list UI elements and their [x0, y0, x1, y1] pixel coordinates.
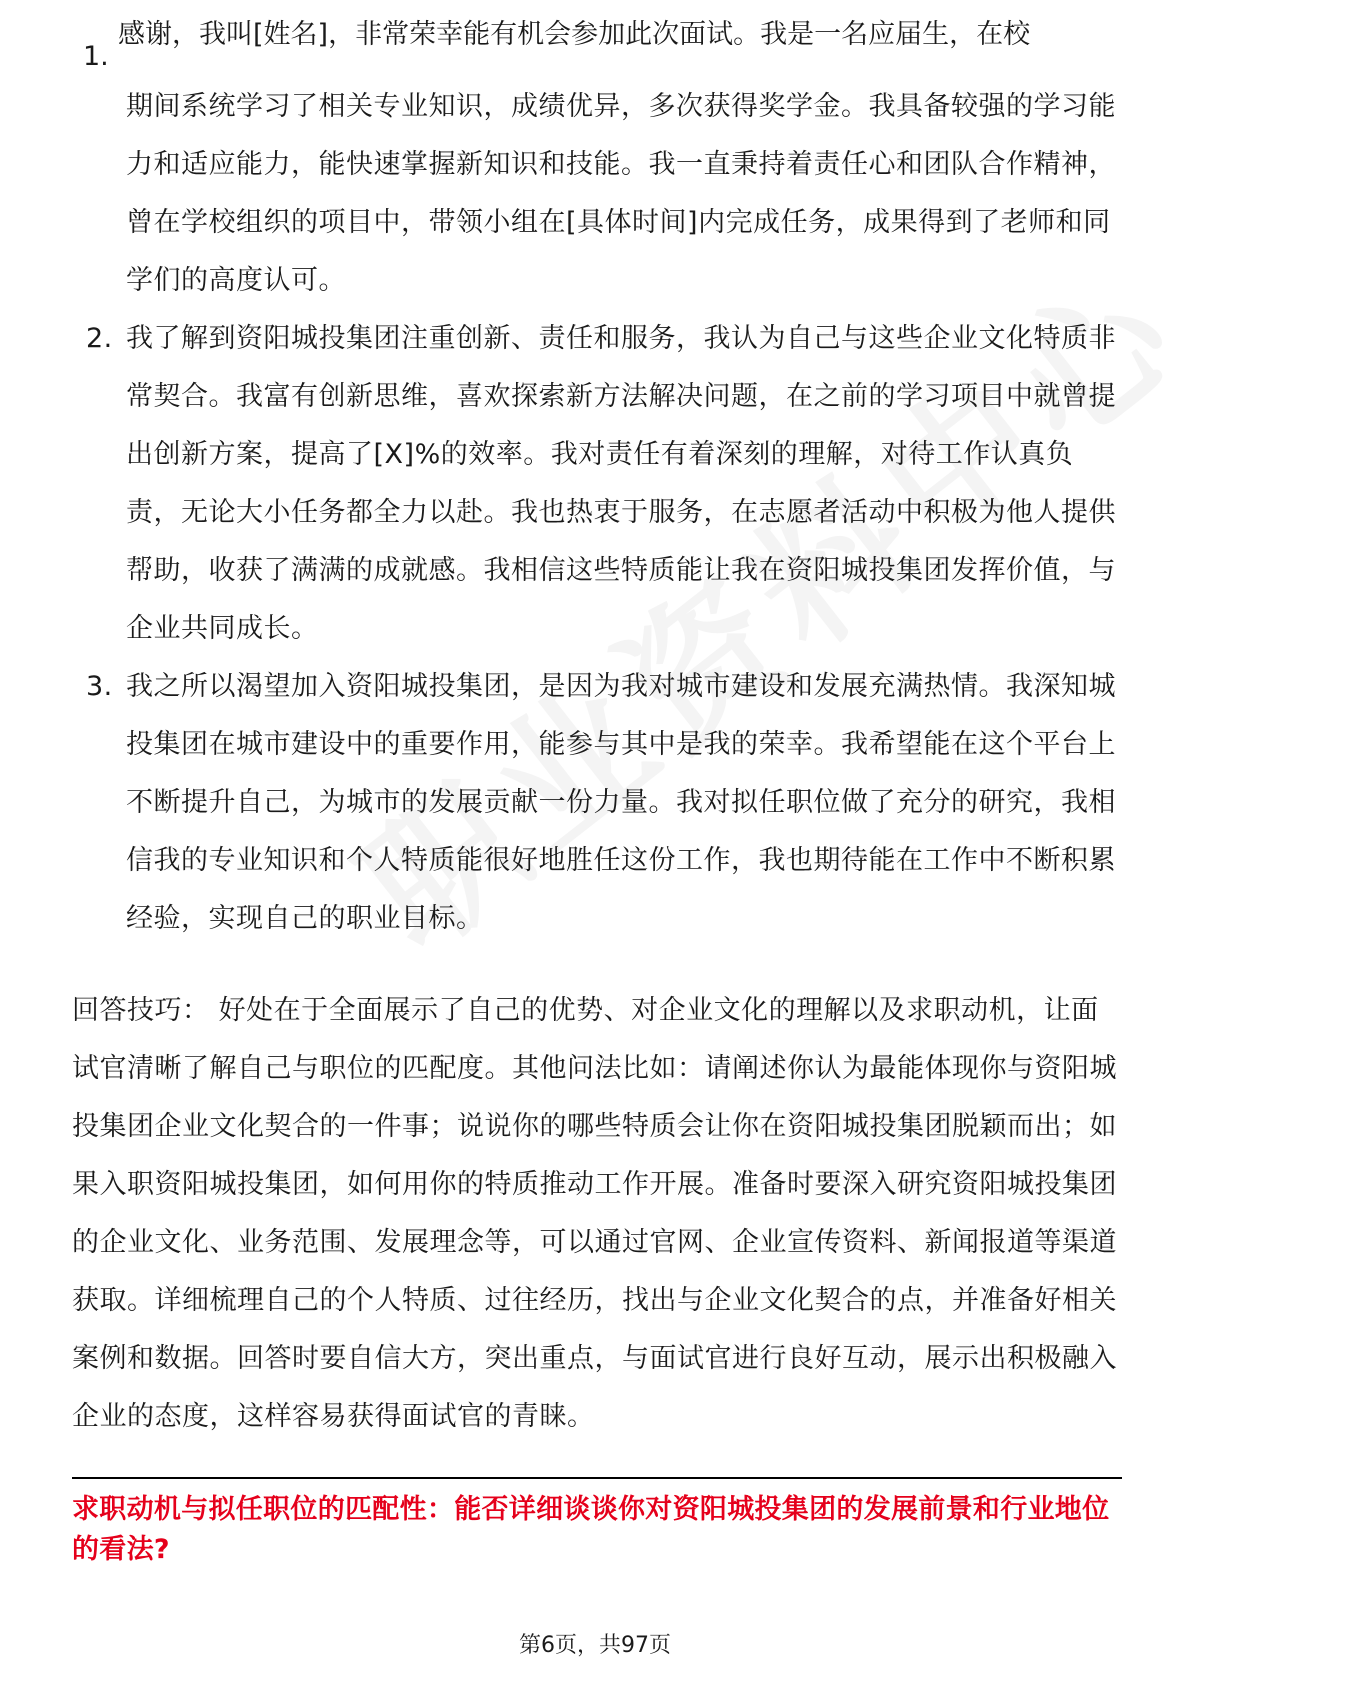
answer-item: [0, 310, 1190, 658]
cut-off-line-text: 感谢，我叫[姓名]，非常荣幸能有机会参加此次面试。我是一名应届生，在校: [118, 19, 1031, 50]
answer-item: [0, 78, 1190, 310]
answer-number: 1.: [83, 41, 109, 72]
answer-number: 2.: [86, 323, 113, 354]
cut-off-first-line: [83, 19, 1108, 72]
answer-list: [0, 78, 1190, 948]
answer-text: 期间系统学习了相关专业知识，成绩优异，多次获得奖学金。我具备较强的学习能力和适应能力，能快速掌握新知识和技能。我一直秉持着责任心和团队合作精神，曾在学校组织的项目中，带领小组在[具体时间]内完成任务，成果得到了老师和同学们的高度认可。: [126, 91, 1116, 296]
tips-label: 回答技巧：: [72, 995, 210, 1026]
page-number: 第6页，共97页: [519, 1633, 671, 1658]
answer-text: 我了解到资阳城投集团注重创新、责任和服务，我认为自己与这些企业文化特质非常契合。我富有创新思维，喜欢探索新方法解决问题，在之前的学习项目中就曾提出创新方案，提高了[X]%的效率。我对责任有着深刻的理解，对待工作认真负责，无论大小任务都全力以赴。我也热衷于服务，在志愿者活动中积极为他人提供帮助，收获了满满的成就感。我相信这些特质能让我在资阳城投集团发挥价值，与企业共同成长。: [126, 323, 1116, 644]
answer-tips: [72, 982, 1122, 1446]
answer-text: 我之所以渴望加入资阳城投集团，是因为我对城市建设和发展充满热情。我深知城投集团在城市建设中的重要作用，能参与其中是我的荣幸。我希望能在这个平台上不断提升自己，为城市的发展贡献一份力量。我对拟任职位做了充分的研究，我相信我的专业知识和个人特质能很好地胜任这份工作，我也期待能在工作中不断积累经验，实现自己的职业目标。: [126, 671, 1116, 934]
tips-text: 好处在于全面展示了自己的优势、对企业文化的理解以及求职动机，让面试官清晰了解自己与职位的匹配度。其他问法比如：请阐述你认为最能体现你与资阳城投集团企业文化契合的一件事；说说你的哪些特质会让你在资阳城投集团脱颖而出；如果入职资阳城投集团，如何用你的特质推动工作开展。准备时要深入研究资阳城投集团的企业文化、业务范围、发展理念等，可以通过官网、企业宣传资料、新闻报道等渠道获取。详细梳理自己的个人特质、过往经历，找出与企业文化契合的点，并准备好相关案例和数据。回答时要自信大方，突出重点，与面试官进行良好互动，展示出积极融入企业的态度，这样容易获得面试官的青睐。: [72, 995, 1117, 1432]
next-question-heading: 求职动机与拟任职位的匹配性：能否详细谈谈你对资阳城投集团的发展前景和行业地位的看法?: [72, 1494, 1110, 1565]
section-divider: [72, 1477, 1122, 1479]
answer-item: [0, 658, 1190, 948]
answer-number: 3.: [86, 671, 113, 702]
